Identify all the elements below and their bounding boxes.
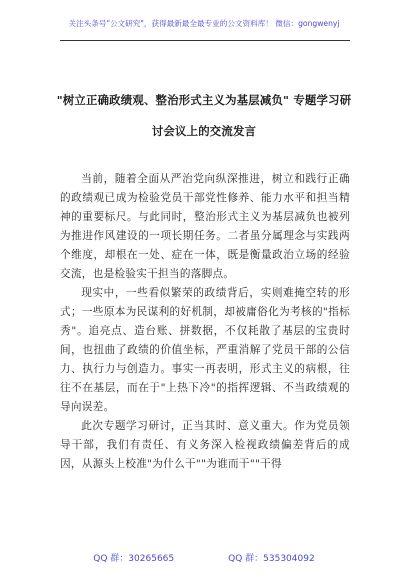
footer: [0, 551, 408, 564]
body-paragraph-2: 现实中，一些看似繁荣的政绩背后，实则难掩空转的形式；一些原本为民谋利的好机制，却被庸俗化为考核的"指标秀"。追亮点、造台账、拼数据，不仅耗散了基层的宝贵时间，也扭曲了政绩的价值坐标，严重消解了党员干部的公信力、执行力与创造力。事实一再表明，形式主义的病根，往往不在基层，而在于"上热下冷"的指挥逻辑、不当政绩观的导向误差。: [60, 287, 350, 413]
header-notice: 关注头条号"公文研究"，获得最新最全最专业的公文资料库！ 微信：gongwenyj: [68, 19, 340, 28]
document-body: [60, 170, 350, 474]
footer-qq-group-2: QQ 群：535304092: [228, 554, 315, 564]
footer-qq-group-1: QQ 群：30265665: [93, 554, 175, 564]
header-divider: [60, 40, 350, 41]
document-title-line-2: 讨会议上的交流发言: [151, 124, 257, 138]
body-paragraph-3: 此次专题学习研讨，正当其时、意义重大。作为党员领导干部，我们有责任、有义务深入检视政绩偏差背后的成因，从源头上校准"为什么干""为谁而干""干得: [60, 420, 350, 470]
body-paragraph-1: 当前，随着全面从严治党向纵深推进，树立和践行正确的政绩观已成为检验党员干部党性修养、能力水平和担当精神的重要标尺。与此同时，整治形式主义为基层减负也被列为推进作风建设的一项长期任务。二者虽分属理念与实践两个维度，却根在一处、症在一体，既是衡量政治立场的经验交流，也是检验实干担当的落脚点。: [60, 173, 350, 280]
document-title-line-1: "树立正确政绩观、整治形式主义为基层减负" 专题学习研: [56, 93, 352, 107]
